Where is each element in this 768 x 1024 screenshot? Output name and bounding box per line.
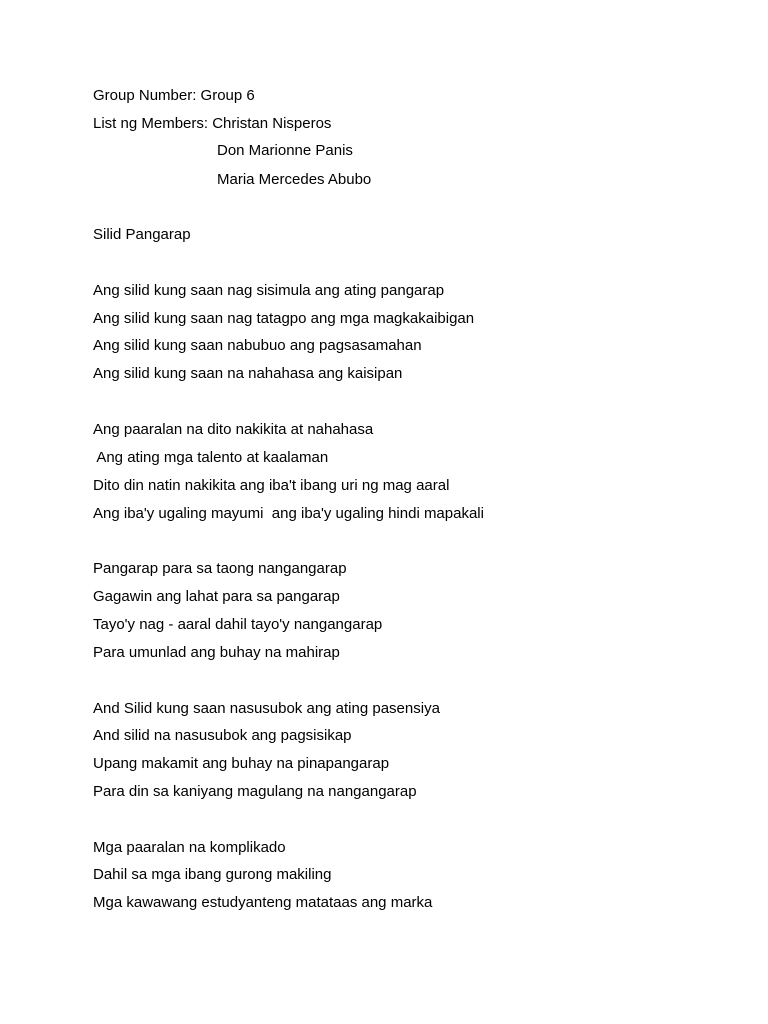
group-number: Group Number: Group 6	[93, 87, 255, 104]
poem-line: Gagawin ang lahat para sa pangarap	[93, 588, 340, 605]
poem-line: Ang silid kung saan na nahahasa ang kaisipan	[93, 365, 403, 382]
poem-line: Ang paaralan na dito nakikita at nahahasa	[93, 421, 374, 438]
poem-line: Ang iba'y ugaling mayumi ang iba'y ugaling hindi mapakali	[93, 505, 484, 522]
member-name: Don Marionne Panis	[217, 142, 353, 159]
poem-line: Para din sa kaniyang magulang na nangangarap	[93, 783, 417, 800]
poem-line: Dito din natin nakikita ang iba't ibang uri ng mag aaral	[93, 477, 450, 494]
poem-line: Para umunlad ang buhay na mahirap	[93, 644, 340, 661]
poem-line: Ang silid kung saan nabubuo ang pagsasamahan	[93, 337, 422, 354]
poem-line: Pangarap para sa taong nangangarap	[93, 560, 347, 577]
poem-line: Tayo'y nag - aaral dahil tayo'y nangangarap	[93, 616, 383, 633]
members-line: List ng Members: Christan Nisperos	[93, 115, 332, 132]
poem-line: And Silid kung saan nasusubok ang ating pasensiya	[93, 700, 440, 717]
poem-line: Ang silid kung saan nag tatagpo ang mga magkakaibigan	[93, 310, 475, 327]
member-name: Maria Mercedes Abubo	[217, 171, 372, 188]
poem-title: Silid Pangarap	[93, 226, 191, 243]
poem-line: And silid na nasusubok ang pagsisikap	[93, 727, 352, 744]
poem-line: Ang silid kung saan nag sisimula ang ating pangarap	[93, 282, 445, 299]
poem-line: Upang makamit ang buhay na pinapangarap	[93, 755, 390, 772]
poem-line: Ang ating mga talento at kaalaman	[93, 449, 329, 466]
poem-line: Mga paaralan na komplikado	[93, 839, 286, 856]
poem-line: Dahil sa mga ibang gurong makiling	[93, 866, 332, 883]
poem-line: Mga kawawang estudyanteng matataas ang marka	[93, 894, 433, 911]
